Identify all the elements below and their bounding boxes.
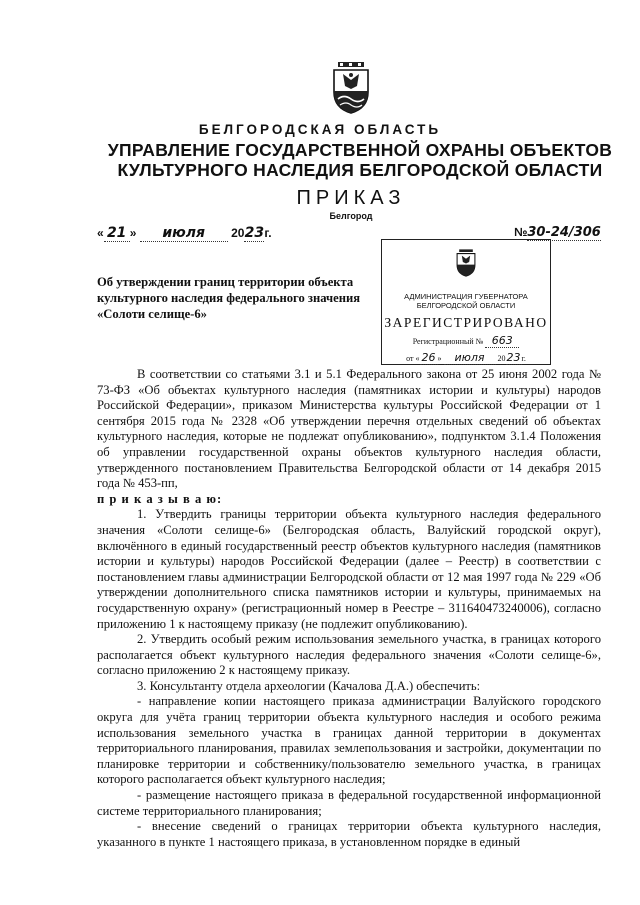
orders-word: п р и к а з ы в а ю: [97,491,223,506]
item-2-paragraph: 2. Утвердить особый режим использования земельного участка, в границах которого располагается объект культурного наследия федерального значения «Солоти селище-6», согласно приложению 2 к настоящему приказу. [97,632,601,678]
date-g: г. [264,226,272,240]
date-month: июля [140,225,228,242]
date-year-prefix: 20 [231,226,245,240]
item-3-paragraph: 3. Консультанту отдела археологии (Качалова Д.А.) обеспечить: [137,678,481,693]
order-date [97,225,272,242]
stamp-reg-number [382,334,550,348]
date-close-quote: » [129,226,137,240]
stamp-reg-date [382,351,550,365]
city-name: Белгород [329,211,373,221]
stamp-reg-label: Регистрационный № [412,337,484,346]
stamp-registered: ЗАРЕГИСТРИРОВАНО [384,315,548,330]
document-body [97,367,601,850]
date-open-quote: « [97,226,104,240]
stamp-emblem-icon [455,248,477,278]
coat-of-arms-emblem [330,62,372,114]
stamp-year-suffix: 23 [506,351,521,364]
number-label: № [514,225,528,239]
order-title: Об утверждении границ территории объекта культурного наследия федерального значения «Солоти селище-6» [97,275,361,321]
registration-stamp [381,239,551,365]
item-1-paragraph: 1. Утвердить границы территории объекта культурного наследия федерального значения «Солоти селище-6» (Белгородская область, Валуйский городской округ), включённого в единый государственный реестр объектов культурного наследия (памятников истории и культуры) народов Российской Федерации (далее – Реестр) в соответствии с постановлением главы администрации Белгородской области от 12 мая 1997 года № 229 «Об утверждении дополнительного списка памятников истории и культуры, принимаемых на государственную охрану» (регистрационный номер в Реестре – 311640473240006), согласно приложению 1 к настоящему приказу (не подлежит опубликованию). [97,507,601,631]
region-name: БЕЛГОРОДСКАЯ ОБЛАСТЬ [198,122,442,137]
document-type: ПРИКАЗ [296,187,406,209]
stamp-org: АДМИНИСТРАЦИЯ ГУБЕРНАТОРА БЕЛГОРОДСКОЙ ОБЛАСТИ [404,292,528,310]
agency-title-line-1: УПРАВЛЕНИЕ ГОСУДАРСТВЕННОЙ ОХРАНЫ ОБЪЕКТОВ [107,140,613,160]
stamp-month: июля [444,351,496,365]
stamp-day: 26 [421,351,436,364]
stamp-year-prefix: 20 [497,354,506,363]
date-day: 21 [104,225,130,242]
stamp-from: от « [406,354,420,363]
stamp-g: г. [521,354,526,363]
number-value: 30-24/306 [527,225,601,240]
preamble-paragraph: В соответствии со статьями 3.1 и 5.1 Федерального закона от 25 июня 2002 года № 73-ФЗ «Об объектах культурного наследия (памятниках истории и культуры) народов Российской Федерации», приказом Министерства культуры Российской Федерации от 1 сентября 2015 года № 2328 «Об утверждении перечня отдельных сведений об объектах культурного наследия, которые не подлежат опубликованию», подпунктом 3.1.4 Положения об управлении государственной охраны объектов культурного наследия области, утвержденного постановлением Правительства Белгородской области от 14 декабря 2015 года № 453-пп, [97,367,601,491]
stamp-reg-no: 663 [485,334,519,348]
bullet-3-paragraph: - внесение сведений о границах территории объекта культурного наследия, указанного в пункте 1 настоящего приказа, в установленном порядке в единый [97,819,601,849]
agency-title-line-2: КУЛЬТУРНОГО НАСЛЕДИЯ БЕЛГОРОДСКОЙ ОБЛАСТИ [117,160,603,180]
bullet-2-paragraph: - размещение настоящего приказа в федеральной государственной информационной системе территориального планирования; [97,788,601,818]
stamp-mid: » [437,354,442,363]
bullet-1-paragraph: - направление копии настоящего приказа администрации Валуйского городского округа для учёта границ территории объекта культурного наследия и особого режима использования земельного участка в границах данной территории в документах территориального планирования, правилах землепользования и застройки, документации по планировке территории и собственнику/пользователю земельного участка, в границах которого располагается объект культурного наследия; [97,694,601,787]
date-year-suffix: 23 [244,225,265,241]
order-number [514,225,601,240]
